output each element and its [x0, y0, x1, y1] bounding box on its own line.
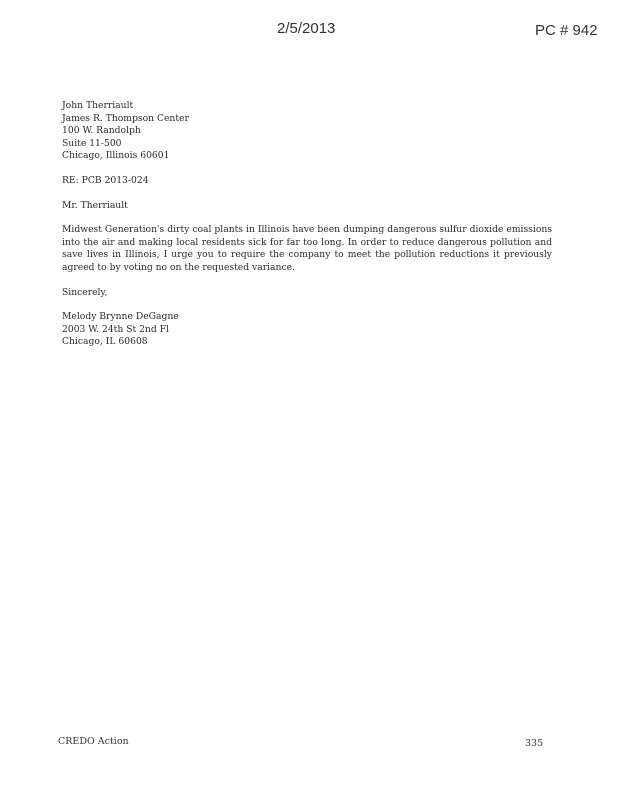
recipient-suite: Suite 11-500 [62, 137, 122, 149]
page-number: 335 [525, 738, 544, 749]
recipient-street: 100 W. Randolph [62, 125, 141, 137]
sender-city: Chicago, IL 60608 [62, 336, 148, 348]
recipient-city: Chicago, Illinois 60601 [62, 150, 170, 162]
header-date: 2/5/2013 [277, 20, 336, 37]
closing: Sincerely, [62, 286, 108, 298]
sender-street: 2003 W. 24th St 2nd Fl [62, 323, 169, 335]
public-comment-number: PC # 942 [535, 22, 598, 39]
salutation: Mr. Therriault [62, 199, 128, 211]
recipient-address [62, 100, 552, 163]
recipient-building: James R. Thompson Center [62, 112, 189, 124]
letter [62, 100, 552, 349]
letter-body: Midwest Generation's dirty coal plants in Illinois have been dumping dangerous sulfur dioxide emissions into the air and making local residents sick for far too long. In order to reduce dangerous pollution and save lives in Illinois, I urge you to require the company to meet the pollution reductions it previously agreed to by voting no on the requested variance. [62, 224, 552, 273]
recipient-name: John Therriault [62, 100, 134, 111]
footer-organization: CREDO Action [58, 736, 129, 747]
sender-address [62, 311, 552, 349]
re-line: RE: PCB 2013-024 [62, 174, 149, 186]
sender-name: Melody Brynne DeGagne [62, 311, 179, 323]
